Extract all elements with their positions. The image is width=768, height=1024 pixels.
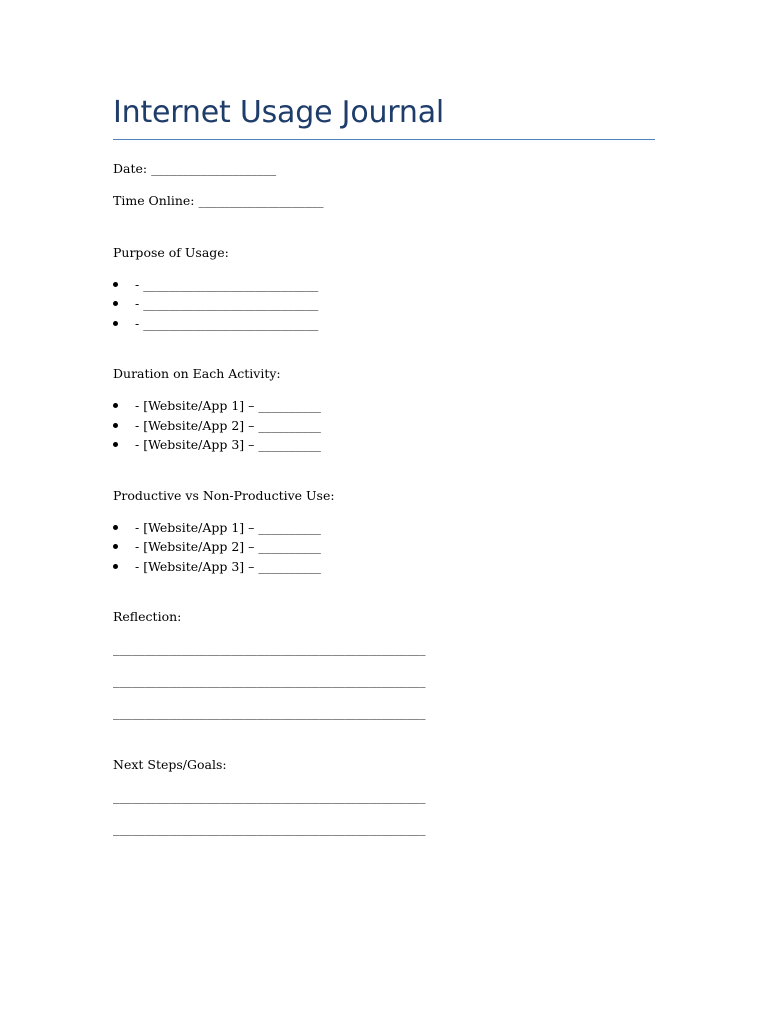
- bullet-icon: [113, 525, 118, 530]
- next-steps-heading: Next Steps/Goals:: [113, 757, 227, 772]
- productive-item-text: - [Website/App 2] – __________: [135, 539, 321, 554]
- title-divider: [113, 139, 655, 140]
- productive-item-text: - [Website/App 3] – __________: [135, 559, 321, 574]
- productive-heading: Productive vs Non-Productive Use:: [113, 488, 335, 503]
- purpose-item-text: - ____________________________: [135, 296, 319, 311]
- purpose-item-text: - ____________________________: [135, 277, 319, 292]
- purpose-heading: Purpose of Usage:: [113, 245, 229, 260]
- duration-item-text: - [Website/App 1] – __________: [135, 398, 321, 413]
- bullet-icon: [113, 321, 118, 326]
- time-online-field: Time Online: ____________________: [113, 193, 324, 208]
- next-steps-line: __________________________________________________: [113, 821, 426, 836]
- duration-item-text: - [Website/App 3] – __________: [135, 437, 321, 452]
- duration-heading: Duration on Each Activity:: [113, 366, 281, 381]
- reflection-line: __________________________________________________: [113, 673, 426, 688]
- date-field: Date: ____________________: [113, 161, 277, 176]
- bullet-icon: [113, 544, 118, 549]
- bullet-icon: [113, 403, 118, 408]
- reflection-line: __________________________________________________: [113, 705, 426, 720]
- reflection-heading: Reflection:: [113, 609, 182, 624]
- bullet-icon: [113, 301, 118, 306]
- duration-item-text: - [Website/App 2] – __________: [135, 418, 321, 433]
- bullet-icon: [113, 423, 118, 428]
- purpose-item-text: - ____________________________: [135, 316, 319, 331]
- bullet-icon: [113, 564, 118, 569]
- productive-item-text: - [Website/App 1] – __________: [135, 520, 321, 535]
- reflection-line: __________________________________________________: [113, 641, 426, 656]
- next-steps-line: __________________________________________________: [113, 789, 426, 804]
- bullet-icon: [113, 282, 118, 287]
- page-title: Internet Usage Journal: [113, 95, 445, 130]
- bullet-icon: [113, 442, 118, 447]
